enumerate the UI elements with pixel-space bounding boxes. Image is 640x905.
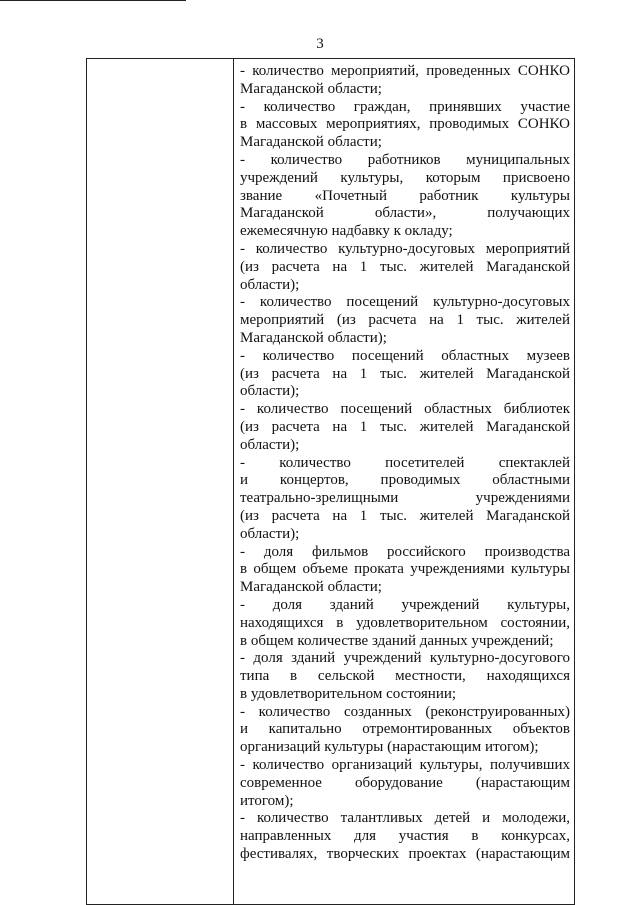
entry-line: Магаданской области», получающих bbox=[240, 205, 570, 222]
list-item bbox=[240, 597, 570, 650]
list-item bbox=[240, 152, 570, 241]
entry-line: учреждений культуры, которым присвоено bbox=[240, 169, 570, 186]
list-item bbox=[240, 241, 570, 294]
entry-line: (из расчета на 1 тыс. жителей Магаданской bbox=[240, 258, 570, 275]
list-item bbox=[240, 99, 570, 152]
entry-line: области); bbox=[240, 383, 300, 400]
entry-line: (из расчета на 1 тыс. жителей Магаданской bbox=[240, 365, 570, 382]
entry-line: - доля зданий учреждений культуры, bbox=[240, 596, 570, 613]
entry-line: Магаданской области; bbox=[240, 579, 382, 596]
list-item bbox=[240, 63, 570, 99]
entry-line: звание «Почетный работник культуры bbox=[240, 187, 570, 204]
entry-line: ежемесячную надбавку к окладу; bbox=[240, 223, 453, 240]
entry-line: типа в сельской местности, находящихся bbox=[240, 668, 570, 685]
entry-line: Магаданской области); bbox=[240, 329, 387, 346]
list-item bbox=[240, 455, 570, 544]
entry-line: области); bbox=[240, 525, 300, 542]
entry-line: - количество талантливых детей и молодежи, bbox=[240, 810, 570, 827]
table-cell-right bbox=[234, 59, 575, 905]
entry-line: Магаданской области; bbox=[240, 134, 382, 151]
entry-line: мероприятий (из расчета на 1 тыс. жителей bbox=[240, 312, 570, 329]
entry-line: фестивалях, творческих проектах (нарастающим bbox=[240, 846, 570, 863]
entry-line: области); bbox=[240, 436, 300, 453]
entry-line: организаций культуры (нарастающим итогом); bbox=[240, 739, 539, 756]
entry-line: - доля зданий учреждений культурно-досугового bbox=[240, 650, 570, 667]
entry-line: - количество посещений культурно-досуговых bbox=[240, 294, 570, 311]
entry-line: - количество граждан, принявших участие bbox=[240, 98, 570, 115]
entry-line: в общем количестве зданий данных учреждений; bbox=[240, 632, 554, 649]
entry-line: и капитально отремонтированных объектов bbox=[240, 721, 570, 738]
entry-line: - количество культурно-досуговых мероприятий bbox=[240, 240, 570, 257]
entry-line: в общем объеме проката учреждениями культуры bbox=[240, 561, 570, 578]
entry-line: - количество посетителей спектаклей bbox=[240, 454, 570, 471]
entry-line: Магаданской области; bbox=[240, 80, 382, 97]
list-item bbox=[240, 348, 570, 401]
entry-line: в массовых мероприятиях, проводимых СОНКО bbox=[240, 116, 570, 133]
list-item bbox=[240, 401, 570, 454]
entry-line: (из расчета на 1 тыс. жителей Магаданской bbox=[240, 418, 570, 435]
indicator-table bbox=[86, 58, 575, 905]
entry-line: - доля фильмов российского производства bbox=[240, 543, 570, 560]
list-item bbox=[240, 544, 570, 597]
entry-line: области); bbox=[240, 276, 300, 293]
page-number: 3 bbox=[316, 36, 324, 52]
list-item bbox=[240, 757, 570, 810]
entry-line: современное оборудование (нарастающим bbox=[240, 774, 570, 791]
top-rule bbox=[0, 0, 186, 1]
entry-line: - количество организаций культуры, получивших bbox=[240, 757, 570, 774]
entry-line: итогом); bbox=[240, 792, 294, 809]
entry-line: находящихся в удовлетворительном состоянии, bbox=[240, 614, 570, 631]
entry-line: - количество посещений областных библиотек bbox=[240, 401, 570, 418]
entry-line: и концертов, проводимых областными bbox=[240, 472, 570, 489]
entry-line: направленных для участия в конкурсах, bbox=[240, 828, 570, 845]
entry-line: в удовлетворительном состоянии; bbox=[240, 685, 457, 702]
entry-line: - количество работников муниципальных bbox=[240, 151, 570, 168]
list-item bbox=[240, 294, 570, 347]
entry-line: театрально-зрелищными учреждениями bbox=[240, 490, 570, 507]
indicator-list bbox=[240, 63, 570, 864]
list-item bbox=[240, 810, 570, 863]
entry-line: - количество созданных (реконструированных) bbox=[240, 703, 570, 720]
table-cell-left bbox=[87, 59, 234, 905]
entry-line: (из расчета на 1 тыс. жителей Магаданской bbox=[240, 507, 570, 524]
entry-line: - количество посещений областных музеев bbox=[240, 347, 570, 364]
list-item bbox=[240, 650, 570, 703]
entry-line: - количество мероприятий, проведенных СОНКО bbox=[240, 63, 570, 79]
table-row bbox=[87, 59, 575, 905]
list-item bbox=[240, 704, 570, 757]
